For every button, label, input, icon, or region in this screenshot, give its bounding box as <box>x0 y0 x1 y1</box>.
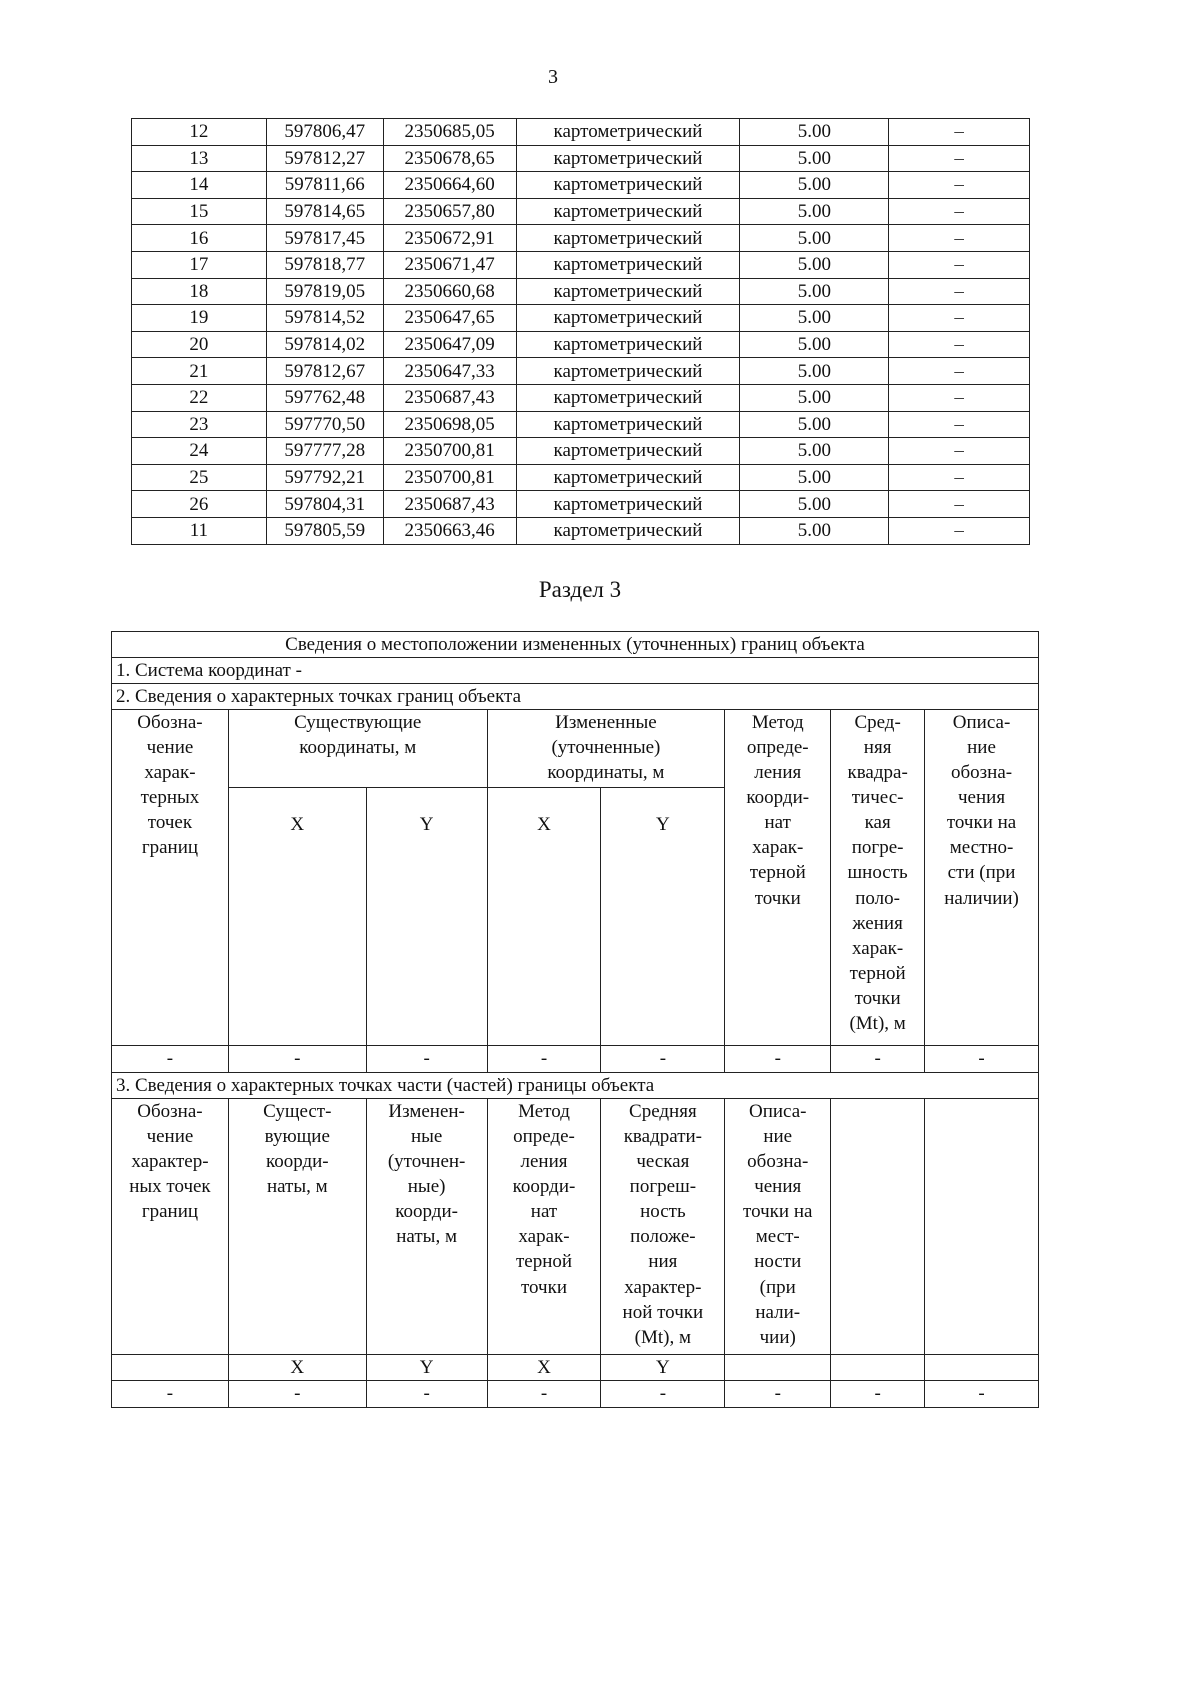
header-designation: Обозна- чение харак- терных точек границ <box>112 710 229 1046</box>
coord-x-cell: 597818,77 <box>266 251 383 278</box>
coord-x-cell: 597814,65 <box>266 198 383 225</box>
coord-x-cell: 597804,31 <box>266 491 383 518</box>
header-description: Описа- ние обозна- чения точки на местно- сти (при наличии) <box>925 710 1039 1046</box>
method-cell: картометрический <box>516 145 740 172</box>
description-cell: – <box>889 225 1030 252</box>
section-title: Раздел 3 <box>538 577 622 602</box>
table-title: Сведения о местоположении измененных (уточненных) границ объекта <box>112 632 1039 658</box>
coord-x-cell: 597762,48 <box>266 384 383 411</box>
coord-y-cell: 2350657,80 <box>383 198 516 225</box>
header-changed-y: Y <box>601 788 725 1046</box>
table-row <box>132 517 1030 544</box>
coord-x-cell: 597812,27 <box>266 145 383 172</box>
point-number-cell: 12 <box>132 119 267 146</box>
description-cell: – <box>889 278 1030 305</box>
point-number-cell: 24 <box>132 438 267 465</box>
description-cell: – <box>889 411 1030 438</box>
coord-y-cell: 2350663,46 <box>383 517 516 544</box>
coord-y-cell: 2350664,60 <box>383 172 516 199</box>
coord-y-cell: 2350660,68 <box>383 278 516 305</box>
axis-label-cell <box>725 1355 831 1381</box>
empty-value-cell: - <box>112 1381 229 1408</box>
method-cell: картометрический <box>516 172 740 199</box>
table-row <box>132 384 1030 411</box>
empty-value-cell: - <box>366 1046 487 1073</box>
header-method: Метод опреде- ления коорди- нат харак- терной точки <box>725 710 831 1046</box>
coord-x-cell: 597811,66 <box>266 172 383 199</box>
point-number-cell: 19 <box>132 305 267 332</box>
empty-value-cell: - <box>725 1046 831 1073</box>
table-row <box>132 411 1030 438</box>
table-row <box>132 491 1030 518</box>
coord-y-cell: 2350698,05 <box>383 411 516 438</box>
description-cell: – <box>889 251 1030 278</box>
accuracy-cell: 5.00 <box>740 278 889 305</box>
coord-y-cell: 2350671,47 <box>383 251 516 278</box>
description-cell: – <box>889 517 1030 544</box>
accuracy-cell: 5.00 <box>740 358 889 385</box>
coord-y-cell: 2350647,09 <box>383 331 516 358</box>
method-cell: картометрический <box>516 225 740 252</box>
coord-x-cell: 597812,67 <box>266 358 383 385</box>
method-cell: картометрический <box>516 464 740 491</box>
parts-header-existing: Сущест- вующие коорди- наты, м <box>228 1099 366 1355</box>
method-cell: картометрический <box>516 517 740 544</box>
method-cell: картометрический <box>516 438 740 465</box>
table-row <box>132 438 1030 465</box>
accuracy-cell: 5.00 <box>740 119 889 146</box>
axis-label-cell <box>831 1355 925 1381</box>
parts-header-empty <box>831 1099 925 1355</box>
coord-y-cell: 2350685,05 <box>383 119 516 146</box>
description-cell: – <box>889 464 1030 491</box>
parts-header-method: Метод опреде- ления коорди- нат харак- терной точки <box>487 1099 601 1355</box>
point-number-cell: 11 <box>132 517 267 544</box>
parts-header-description: Описа- ние обозна- чения точки на мест- ности (при нали- чии) <box>725 1099 831 1355</box>
axis-label-cell: X <box>487 1355 601 1381</box>
empty-value-cell: - <box>487 1046 601 1073</box>
empty-value-cell: - <box>601 1046 725 1073</box>
accuracy-cell: 5.00 <box>740 464 889 491</box>
coord-x-cell: 597805,59 <box>266 517 383 544</box>
accuracy-cell: 5.00 <box>740 331 889 358</box>
coord-x-cell: 597792,21 <box>266 464 383 491</box>
description-cell: – <box>889 119 1030 146</box>
parts-header-error: Средняя квадрати- ческая погреш- ность положе- ния характер- ной точки (Mt), м <box>601 1099 725 1355</box>
method-cell: картометрический <box>516 251 740 278</box>
method-cell: картометрический <box>516 278 740 305</box>
accuracy-cell: 5.00 <box>740 145 889 172</box>
empty-value-cell: - <box>725 1381 831 1408</box>
accuracy-cell: 5.00 <box>740 172 889 199</box>
point-number-cell: 21 <box>132 358 267 385</box>
points-heading: 2. Сведения о характерных точках границ объекта <box>112 684 1039 710</box>
accuracy-cell: 5.00 <box>740 517 889 544</box>
table-row <box>132 331 1030 358</box>
empty-value-cell: - <box>487 1381 601 1408</box>
point-number-cell: 20 <box>132 331 267 358</box>
description-cell: – <box>889 305 1030 332</box>
table-row <box>132 119 1030 146</box>
parts-header-empty <box>925 1099 1039 1355</box>
point-number-cell: 16 <box>132 225 267 252</box>
accuracy-cell: 5.00 <box>740 438 889 465</box>
coord-y-cell: 2350647,33 <box>383 358 516 385</box>
coord-x-cell: 597777,28 <box>266 438 383 465</box>
coord-y-cell: 2350687,43 <box>383 491 516 518</box>
table-row <box>132 145 1030 172</box>
empty-value-cell: - <box>831 1046 925 1073</box>
empty-value-cell: - <box>925 1046 1039 1073</box>
method-cell: картометрический <box>516 384 740 411</box>
point-number-cell: 14 <box>132 172 267 199</box>
empty-value-cell: - <box>601 1381 725 1408</box>
table-row <box>132 172 1030 199</box>
axis-label-cell: Y <box>601 1355 725 1381</box>
method-cell: картометрический <box>516 198 740 225</box>
coord-x-cell: 597819,05 <box>266 278 383 305</box>
empty-value-cell: - <box>112 1046 229 1073</box>
empty-value-cell: - <box>831 1381 925 1408</box>
header-existing-x: X <box>228 788 366 1046</box>
header-existing-y: Y <box>366 788 487 1046</box>
coordinates-table <box>131 118 1030 545</box>
description-cell: – <box>889 384 1030 411</box>
coord-x-cell: 597814,02 <box>266 331 383 358</box>
empty-value-cell: - <box>366 1381 487 1408</box>
header-changed-coords: Измененные (уточненные) координаты, м <box>487 710 725 788</box>
page-number: 3 <box>548 66 558 88</box>
empty-value-cell: - <box>228 1046 366 1073</box>
point-number-cell: 25 <box>132 464 267 491</box>
coord-y-cell: 2350647,65 <box>383 305 516 332</box>
header-changed-x: X <box>487 788 601 1046</box>
parts-heading: 3. Сведения о характерных точках части (частей) границы объекта <box>112 1073 1039 1099</box>
table-row <box>132 251 1030 278</box>
coord-y-cell: 2350687,43 <box>383 384 516 411</box>
method-cell: картометрический <box>516 411 740 438</box>
table-row <box>132 278 1030 305</box>
parts-header-designation: Обозна- чение характер- ных точек границ <box>112 1099 229 1355</box>
coord-x-cell: 597806,47 <box>266 119 383 146</box>
table-row <box>132 198 1030 225</box>
method-cell: картометрический <box>516 358 740 385</box>
description-cell: – <box>889 358 1030 385</box>
point-number-cell: 23 <box>132 411 267 438</box>
description-cell: – <box>889 491 1030 518</box>
axis-label-cell <box>925 1355 1039 1381</box>
section3-table <box>111 631 1039 1408</box>
axis-label-cell: Y <box>366 1355 487 1381</box>
method-cell: картометрический <box>516 119 740 146</box>
table-row <box>132 225 1030 252</box>
method-cell: картометрический <box>516 305 740 332</box>
point-number-cell: 13 <box>132 145 267 172</box>
description-cell: – <box>889 331 1030 358</box>
parts-header-changed: Изменен- ные (уточнен- ные) коорди- наты, м <box>366 1099 487 1355</box>
description-cell: – <box>889 198 1030 225</box>
axis-label-cell: X <box>228 1355 366 1381</box>
method-cell: картометрический <box>516 331 740 358</box>
point-number-cell: 15 <box>132 198 267 225</box>
point-number-cell: 18 <box>132 278 267 305</box>
accuracy-cell: 5.00 <box>740 411 889 438</box>
accuracy-cell: 5.00 <box>740 491 889 518</box>
coord-y-cell: 2350678,65 <box>383 145 516 172</box>
table-row <box>132 305 1030 332</box>
accuracy-cell: 5.00 <box>740 225 889 252</box>
coord-x-cell: 597817,45 <box>266 225 383 252</box>
point-number-cell: 17 <box>132 251 267 278</box>
coord-x-cell: 597770,50 <box>266 411 383 438</box>
point-number-cell: 26 <box>132 491 267 518</box>
coord-y-cell: 2350700,81 <box>383 464 516 491</box>
description-cell: – <box>889 172 1030 199</box>
accuracy-cell: 5.00 <box>740 198 889 225</box>
empty-value-cell: - <box>925 1381 1039 1408</box>
accuracy-cell: 5.00 <box>740 251 889 278</box>
coord-x-cell: 597814,52 <box>266 305 383 332</box>
point-number-cell: 22 <box>132 384 267 411</box>
accuracy-cell: 5.00 <box>740 384 889 411</box>
table-row <box>132 358 1030 385</box>
coord-y-cell: 2350700,81 <box>383 438 516 465</box>
description-cell: – <box>889 145 1030 172</box>
empty-value-cell: - <box>228 1381 366 1408</box>
header-existing-coords: Существующие координаты, м <box>228 710 487 788</box>
method-cell: картометрический <box>516 491 740 518</box>
header-error: Сред- няя квадра- тичес- кая погре- шность поло- жения харак- терной точки (Mt), м <box>831 710 925 1046</box>
table-row <box>132 464 1030 491</box>
description-cell: – <box>889 438 1030 465</box>
accuracy-cell: 5.00 <box>740 305 889 332</box>
coord-y-cell: 2350672,91 <box>383 225 516 252</box>
coord-system-row: 1. Система координат - <box>112 658 1039 684</box>
axis-label-cell <box>112 1355 229 1381</box>
